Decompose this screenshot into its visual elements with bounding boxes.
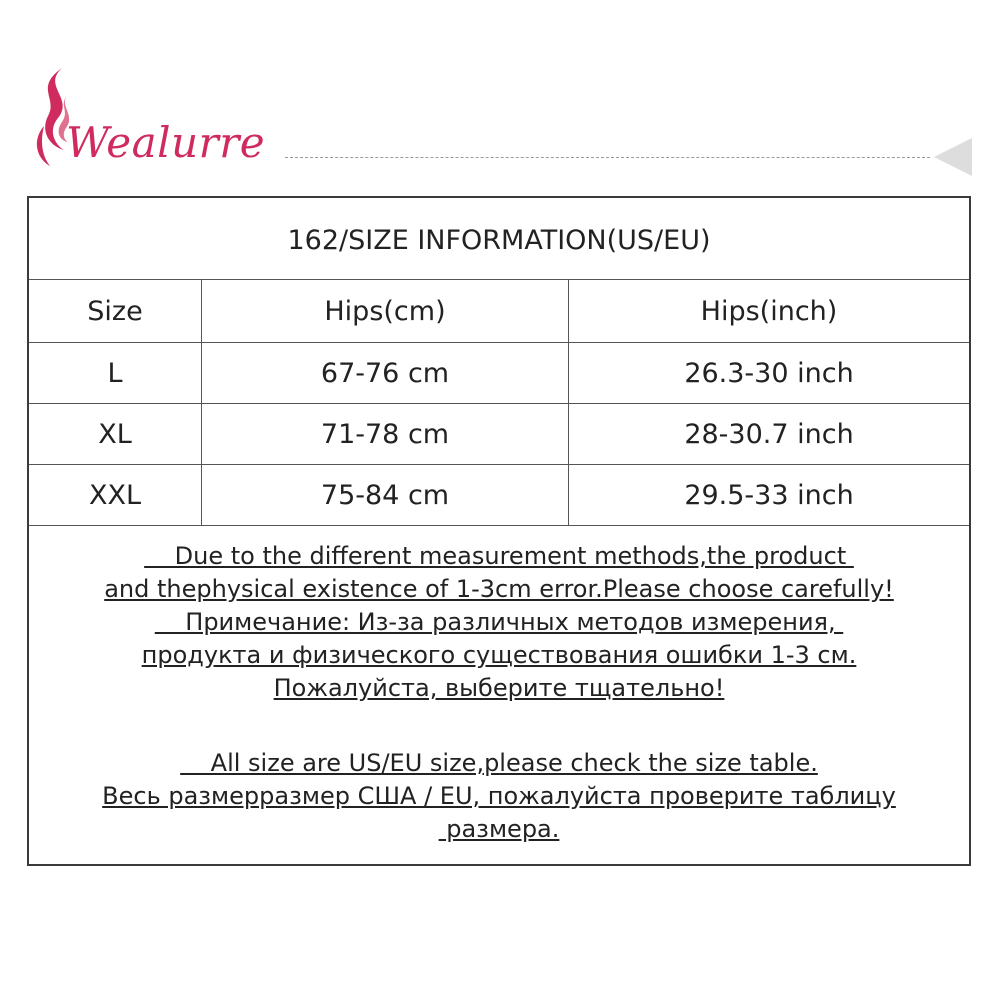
table-row [29,343,969,404]
note-line: Весь размерразмер США / EU, пожалуйста проверите таблицу [102,782,896,810]
note-line: Пожалуйста, выберите тщательно! [273,674,725,702]
note-line: продукта и физического существования ошибки 1-3 см. [141,641,857,669]
table-header-row [29,280,969,343]
hips-cm-cell: 75-84 cm [202,465,569,526]
table-row [29,404,969,465]
note-line: размера. [438,815,560,843]
note-line: Примечание: Из-за различных методов измерения, [154,608,844,636]
chart-title: 162/SIZE INFORMATION(US/EU) [29,198,969,280]
size-chart [27,196,971,866]
brand-logo [28,66,268,176]
size-table [29,280,969,525]
hips-inch-cell: 28-30.7 inch [569,404,970,465]
logo-text: Wealurre [66,118,266,167]
column-header-size: Size [87,295,143,327]
note-line: and thephysical existence of 1-3cm error.Please choose carefully! [104,575,894,603]
hips-inch-cell: 26.3-30 inch [569,343,970,404]
note-line: Due to the different measurement methods,the product [144,542,854,570]
column-header-hips-cm: Hips(cm) [202,280,569,343]
size-cell: L [29,343,202,404]
column-header-hips-inch: Hips(inch) [569,280,970,343]
header-divider [285,157,930,158]
size-cell: XXL [29,465,202,526]
note-line: All size are US/EU size,please check the size table. [180,749,818,777]
hips-cm-cell: 67-76 cm [202,343,569,404]
notes-spacer [29,705,969,747]
hips-cm-cell: 71-78 cm [202,404,569,465]
notes-section [29,525,969,846]
size-cell: XL [29,404,202,465]
triangle-left-icon [934,138,972,176]
hips-inch-cell: 29.5-33 inch [569,465,970,526]
table-row [29,465,969,526]
